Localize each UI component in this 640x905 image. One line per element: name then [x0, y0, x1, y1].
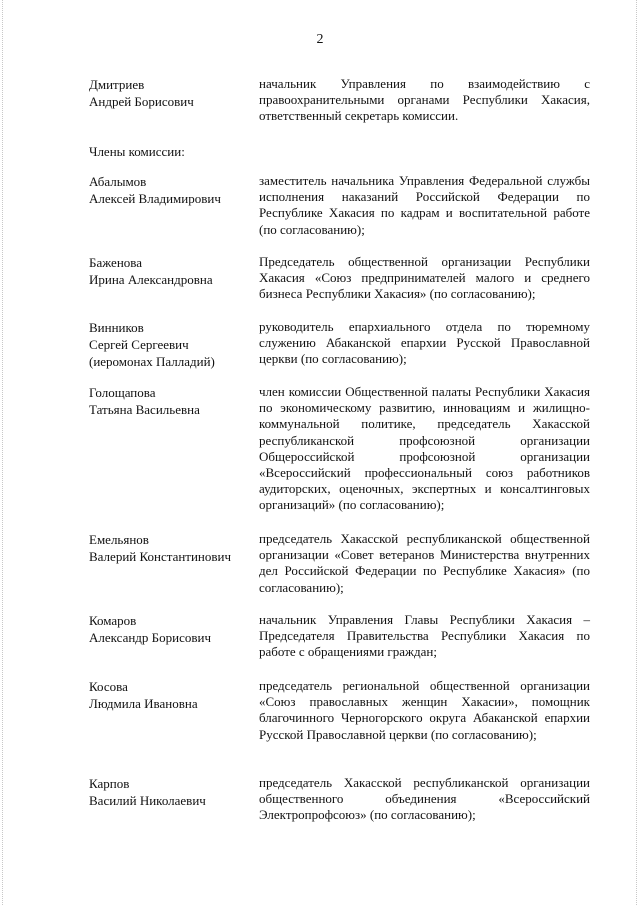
member-role: член комиссии Общественной палаты Республики Хакасия по экономическому развитию, инновациям и жилищно-коммунальной политике, председатель Хакасской республиканской профсоюзной организации Общероссийской профсоюзной организации «Всероссийский профессиональный союз работников аудиторских, оценочных, экспертных и консалтинговых организаций» (по согласованию);	[259, 384, 590, 513]
member-given-names: Сергей Сергеевич	[89, 337, 189, 352]
member-name	[89, 612, 254, 646]
member-role: председатель региональной общественной организации «Союз православных женщин Хакасии», помощник благочинного Черногорского округа Абаканской епархии Русской Православной церкви (по согласованию);	[259, 678, 590, 742]
member-surname: Баженова	[89, 255, 143, 270]
members-heading: Члены комиссии:	[89, 144, 185, 159]
member-surname: Дмитриев	[89, 77, 145, 92]
member-role: председатель Хакасской республиканской организации общественного объединения «Всероссийский Электропрофсоюз» (по согласованию);	[259, 775, 590, 823]
member-surname: Абалымов	[89, 174, 147, 189]
member-role: заместитель начальника Управления Федеральной службы исполнения наказаний Российской Федерации по Республике Хакасия по кадрам и воспитательной работе (по согласованию);	[259, 173, 590, 237]
member-role: начальник Управления по взаимодействию с правоохранительными органами Республики Хакасия, ответственный секретарь комиссии.	[259, 76, 590, 124]
member-surname: Косова	[89, 679, 128, 694]
right-edge-marks	[636, 0, 638, 905]
member-surname: Карпов	[89, 776, 130, 791]
member-given-names: Людмила Ивановна	[89, 696, 198, 711]
member-given-names: Ирина Александровна	[89, 272, 213, 287]
left-edge-marks	[2, 0, 4, 905]
member-name	[89, 76, 254, 110]
member-name	[89, 319, 254, 370]
member-name	[89, 775, 254, 809]
member-name	[89, 254, 254, 288]
member-surname: Голощапова	[89, 385, 156, 400]
member-role: председатель Хакасской республиканской общественной организации «Совет ветеранов Министерства внутренних дел Российской Федерации по Республике Хакасия» (по согласованию);	[259, 531, 590, 595]
member-surname: Комаров	[89, 613, 137, 628]
page-number: 2	[316, 32, 324, 47]
member-given-names: Алексей Владимирович	[89, 191, 221, 206]
member-given-names: Андрей Борисович	[89, 94, 194, 109]
member-role: Председатель общественной организации Республики Хакасия «Союз предпринимателей малого и среднего бизнеса Республики Хакасия» (по согласованию);	[259, 254, 590, 302]
member-role: руководитель епархиального отдела по тюремному служению Абаканской епархии Русской Православной церкви (по согласованию);	[259, 319, 590, 367]
member-surname: Емельянов	[89, 532, 149, 547]
member-given-names: Валерий Константинович	[89, 549, 232, 564]
member-surname: Винников	[89, 320, 144, 335]
member-name	[89, 678, 254, 712]
member-given-names: Василий Николаевич	[89, 793, 206, 808]
member-name	[89, 384, 254, 418]
member-role: начальник Управления Главы Республики Хакасия – Председателя Правительства Республики Хакасия по работе с обращениями граждан;	[259, 612, 590, 660]
member-name	[89, 173, 254, 207]
member-monastic-name: (иеромонах Палладий)	[89, 354, 215, 369]
member-given-names: Татьяна Васильевна	[89, 402, 200, 417]
member-name	[89, 531, 254, 565]
member-given-names: Александр Борисович	[89, 630, 211, 645]
